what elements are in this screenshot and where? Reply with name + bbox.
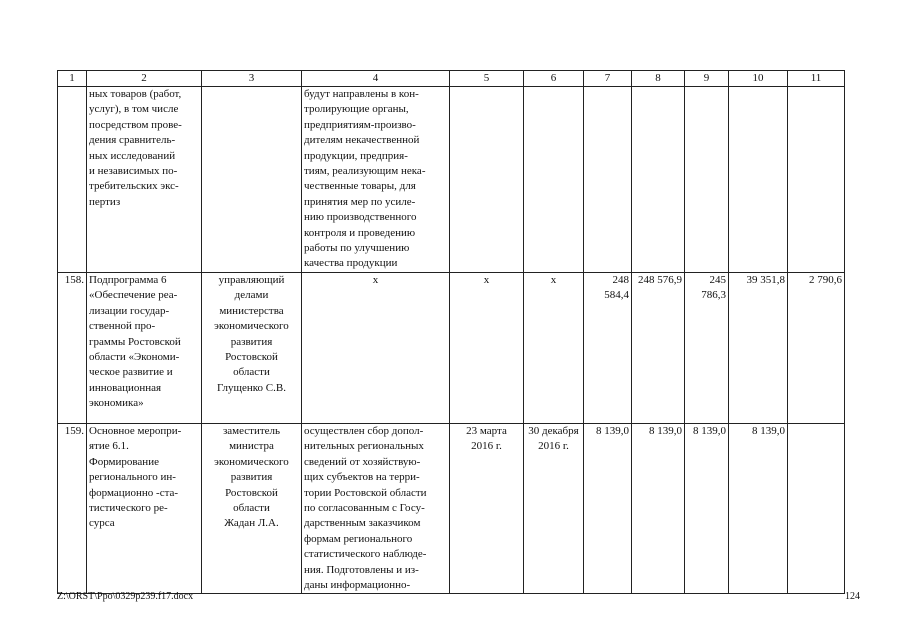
event-name: ных товаров (работ, услуг), в том числе посредством прове- дения сравнитель- ных исследований и независимых по- требительских экс- пертиз <box>87 87 202 273</box>
program-table <box>57 70 845 594</box>
column-header: 5 <box>450 71 524 87</box>
row-number: 159. <box>58 423 87 593</box>
column-header: 7 <box>584 71 632 87</box>
expected-result: х <box>302 272 450 423</box>
start-date: 23 марта 2016 г. <box>450 423 524 593</box>
column-header: 1 <box>58 71 87 87</box>
value-col-7 <box>584 87 632 273</box>
value-col-9 <box>685 87 729 273</box>
column-header: 11 <box>788 71 845 87</box>
value-col-10: 8 139,0 <box>729 423 788 593</box>
value-col-10: 39 351,8 <box>729 272 788 423</box>
start-date <box>450 87 524 273</box>
value-col-8: 248 576,9 <box>632 272 685 423</box>
responsible-person <box>202 87 302 273</box>
value-col-7: 8 139,0 <box>584 423 632 593</box>
value-col-7: 248 584,4 <box>584 272 632 423</box>
event-name: Подпрограмма 6 «Обеспечение реа- лизации государ- ственной про- граммы Ростовской области «Экономи- ческое развитие и инновационная экономика» <box>87 272 202 423</box>
start-date: х <box>450 272 524 423</box>
event-name: Основное меропри- ятие 6.1. Формирование регионального ин- формационно -ста- тистического ре- сурса <box>87 423 202 593</box>
row-number: 158. <box>58 272 87 423</box>
responsible-person: заместитель министра экономического развития Ростовской области Жадан Л.А. <box>202 423 302 593</box>
file-path-footer: Z:\ORST\Ppo\0329p239.f17.docx <box>57 591 194 602</box>
column-header: 2 <box>87 71 202 87</box>
value-col-10 <box>729 87 788 273</box>
value-col-9: 245 786,3 <box>685 272 729 423</box>
responsible-person: управляющий делами министерства экономического развития Ростовской области Глущенко С.В. <box>202 272 302 423</box>
end-date <box>524 87 584 273</box>
end-date: х <box>524 272 584 423</box>
row-number <box>58 87 87 273</box>
value-col-9: 8 139,0 <box>685 423 729 593</box>
column-header: 10 <box>729 71 788 87</box>
end-date: 30 декабря 2016 г. <box>524 423 584 593</box>
column-header: 6 <box>524 71 584 87</box>
value-col-8 <box>632 87 685 273</box>
column-header: 9 <box>685 71 729 87</box>
table-row <box>58 272 845 423</box>
column-header: 8 <box>632 71 685 87</box>
header-row <box>58 71 845 87</box>
value-col-8: 8 139,0 <box>632 423 685 593</box>
expected-result: будут направлены в кон- тролирующие органы, предприятиям-произво- дителям некачественной продукции, предприя- тиям, реализующим нека- чественные товары, для принятия мер по усиле- нию производственного контроля и проведению работы по улучшению качества продукции <box>302 87 450 273</box>
expected-result: осуществлен сбор допол- нительных региональных сведений от хозяйствую- щих субъектов на терри- тории Ростовской области по согласованным с Госу- дарственным заказчиком формам регионального статистического наблюде- ния. Подготовлены и из- даны информационно- <box>302 423 450 593</box>
page-number: 124 <box>845 591 860 602</box>
value-col-11 <box>788 87 845 273</box>
column-header: 3 <box>202 71 302 87</box>
table-row <box>58 423 845 593</box>
column-header: 4 <box>302 71 450 87</box>
table-row <box>58 87 845 273</box>
value-col-11 <box>788 423 845 593</box>
value-col-11: 2 790,6 <box>788 272 845 423</box>
